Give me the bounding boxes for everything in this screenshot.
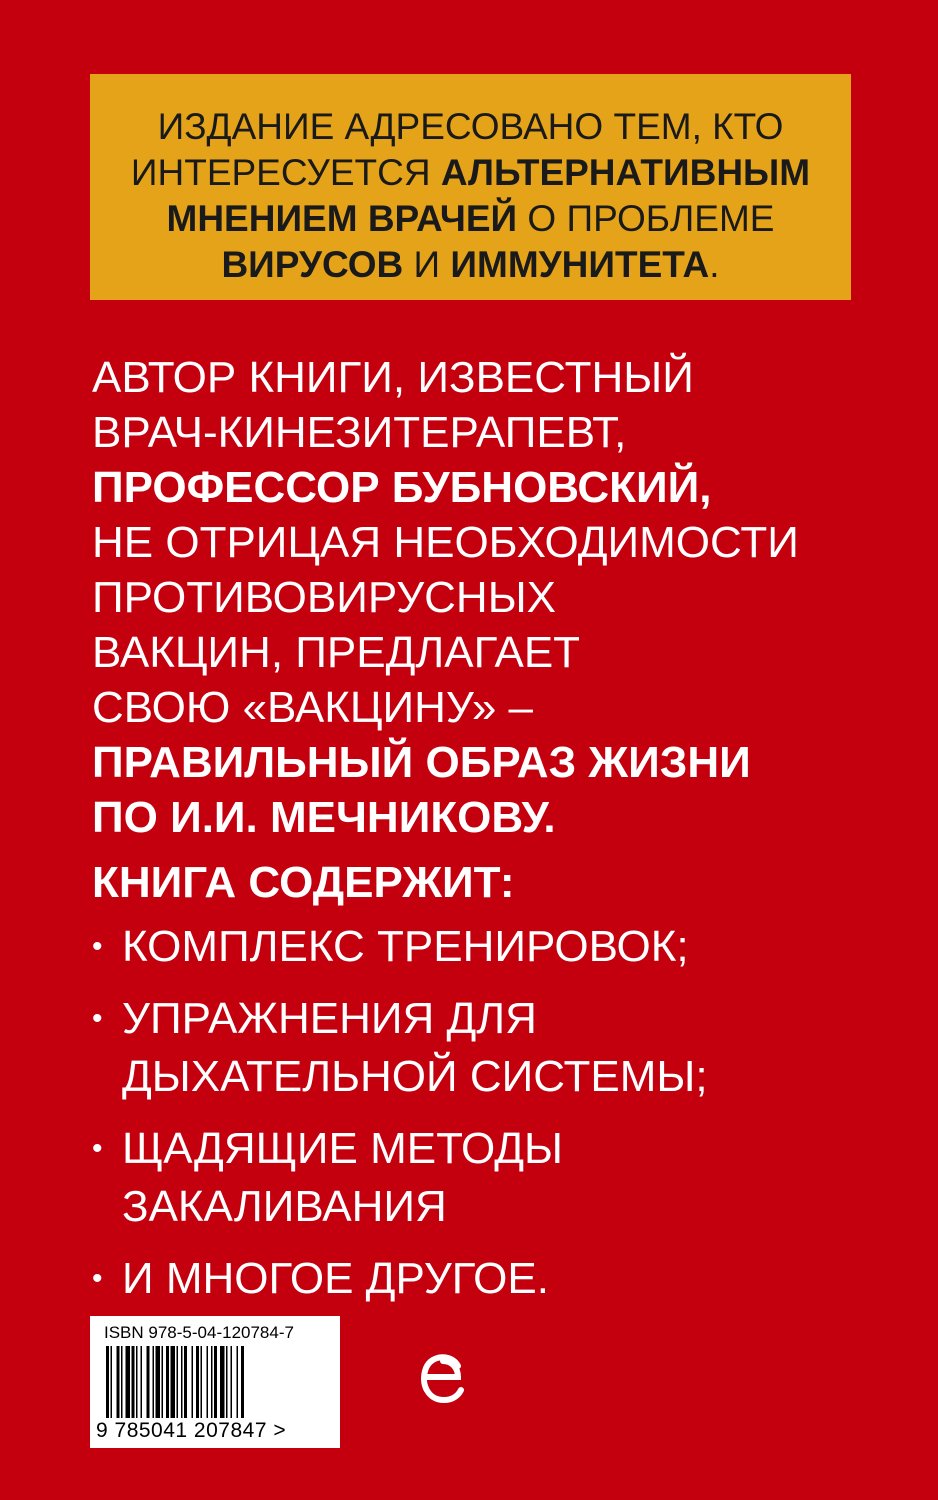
barcode-bar [136, 1346, 138, 1418]
list-item: • КОМПЛЕКС ТРЕНИРОВОК; [92, 918, 892, 976]
bullet-icon: • [92, 930, 103, 963]
barcode-bar [192, 1346, 194, 1418]
eksmo-logo-icon [418, 1346, 466, 1416]
promo-line-4: ВИРУСОВ И ИММУНИТЕТА. [221, 244, 720, 285]
author-line: ПРОТИВОВИРУСНЫХ [92, 573, 556, 622]
barcode-bar [237, 1346, 239, 1418]
barcode-bar [162, 1346, 164, 1418]
contents-title: КНИГА СОДЕРЖИТ: [92, 858, 515, 907]
barcode-bar [141, 1346, 143, 1418]
barcode-bar [211, 1346, 213, 1418]
barcode-bar [207, 1346, 209, 1418]
barcode-bar [231, 1346, 233, 1418]
barcode-bar [126, 1346, 131, 1418]
barcode-bar [214, 1346, 217, 1418]
list-item: • И МНОГОЕ ДРУГОЕ. [92, 1250, 892, 1308]
promo-line-1: ИЗДАНИЕ АДРЕСОВАНО ТЕМ, КТО [157, 106, 784, 147]
author-description [92, 350, 892, 845]
barcode-bar [171, 1346, 176, 1418]
barcode-bar [226, 1346, 228, 1418]
barcode-bar [132, 1346, 135, 1418]
barcode-bar [117, 1346, 120, 1418]
author-line: НЕ ОТРИЦАЯ НЕОБХОДИМОСТИ [92, 518, 799, 567]
barcode-bar [121, 1346, 123, 1418]
author-line: ВАКЦИН, ПРЕДЛАГАЕТ [92, 628, 581, 677]
list-item: • ЩАДЯЩИЕ МЕТОДЫ ЗАКАЛИВАНИЯ [92, 1120, 892, 1236]
barcode-digits: 9 785041 207847 > [96, 1419, 287, 1442]
barcode-bar [147, 1346, 150, 1418]
barcode-bar [177, 1346, 179, 1418]
barcode-bar [181, 1346, 183, 1418]
barcode-bar [196, 1346, 199, 1418]
bullet-icon: • [92, 1002, 103, 1035]
author-line: АВТОР КНИГИ, ИЗВЕСТНЫЙ [92, 353, 694, 402]
bullet-icon: • [92, 1262, 103, 1295]
barcode-bar [220, 1346, 225, 1418]
barcode-bar [241, 1346, 244, 1418]
author-line: СВОЮ «ВАКЦИНУ» – [92, 683, 533, 732]
author-line: ВРАЧ-КИНЕЗИТЕРАПЕВТ, [92, 408, 627, 457]
barcode-bar [153, 1346, 155, 1418]
contents-list [92, 918, 892, 1322]
promo-line-2: ИНТЕРЕСУЕТСЯ АЛЬТЕРНАТИВНЫМ [130, 152, 811, 193]
bullet-icon: • [92, 1132, 103, 1165]
promo-line-3: МНЕНИЕМ ВРАЧЕЙ О ПРОБЛЕМЕ [166, 198, 775, 239]
barcode-bar [156, 1346, 161, 1418]
barcode-bar [166, 1346, 169, 1418]
barcode-bars [106, 1346, 324, 1418]
promo-box [90, 74, 851, 300]
author-line-bold: ПРОФЕССОР БУБНОВСКИЙ, [92, 463, 712, 512]
isbn-label: ISBN 978-5-04-120784-7 [104, 1323, 294, 1342]
barcode-bar [184, 1346, 187, 1418]
barcode [90, 1316, 340, 1448]
barcode-bar [106, 1346, 109, 1418]
author-line-bold: ПО И.И. МЕЧНИКОВУ. [92, 793, 556, 842]
barcode-bar [111, 1346, 113, 1418]
list-item: • УПРАЖНЕНИЯ ДЛЯ ДЫХАТЕЛЬНОЙ СИСТЕМЫ; [92, 990, 892, 1106]
author-line-bold: ПРАВИЛЬНЫЙ ОБРАЗ ЖИЗНИ [92, 738, 751, 787]
barcode-bar [201, 1346, 203, 1418]
